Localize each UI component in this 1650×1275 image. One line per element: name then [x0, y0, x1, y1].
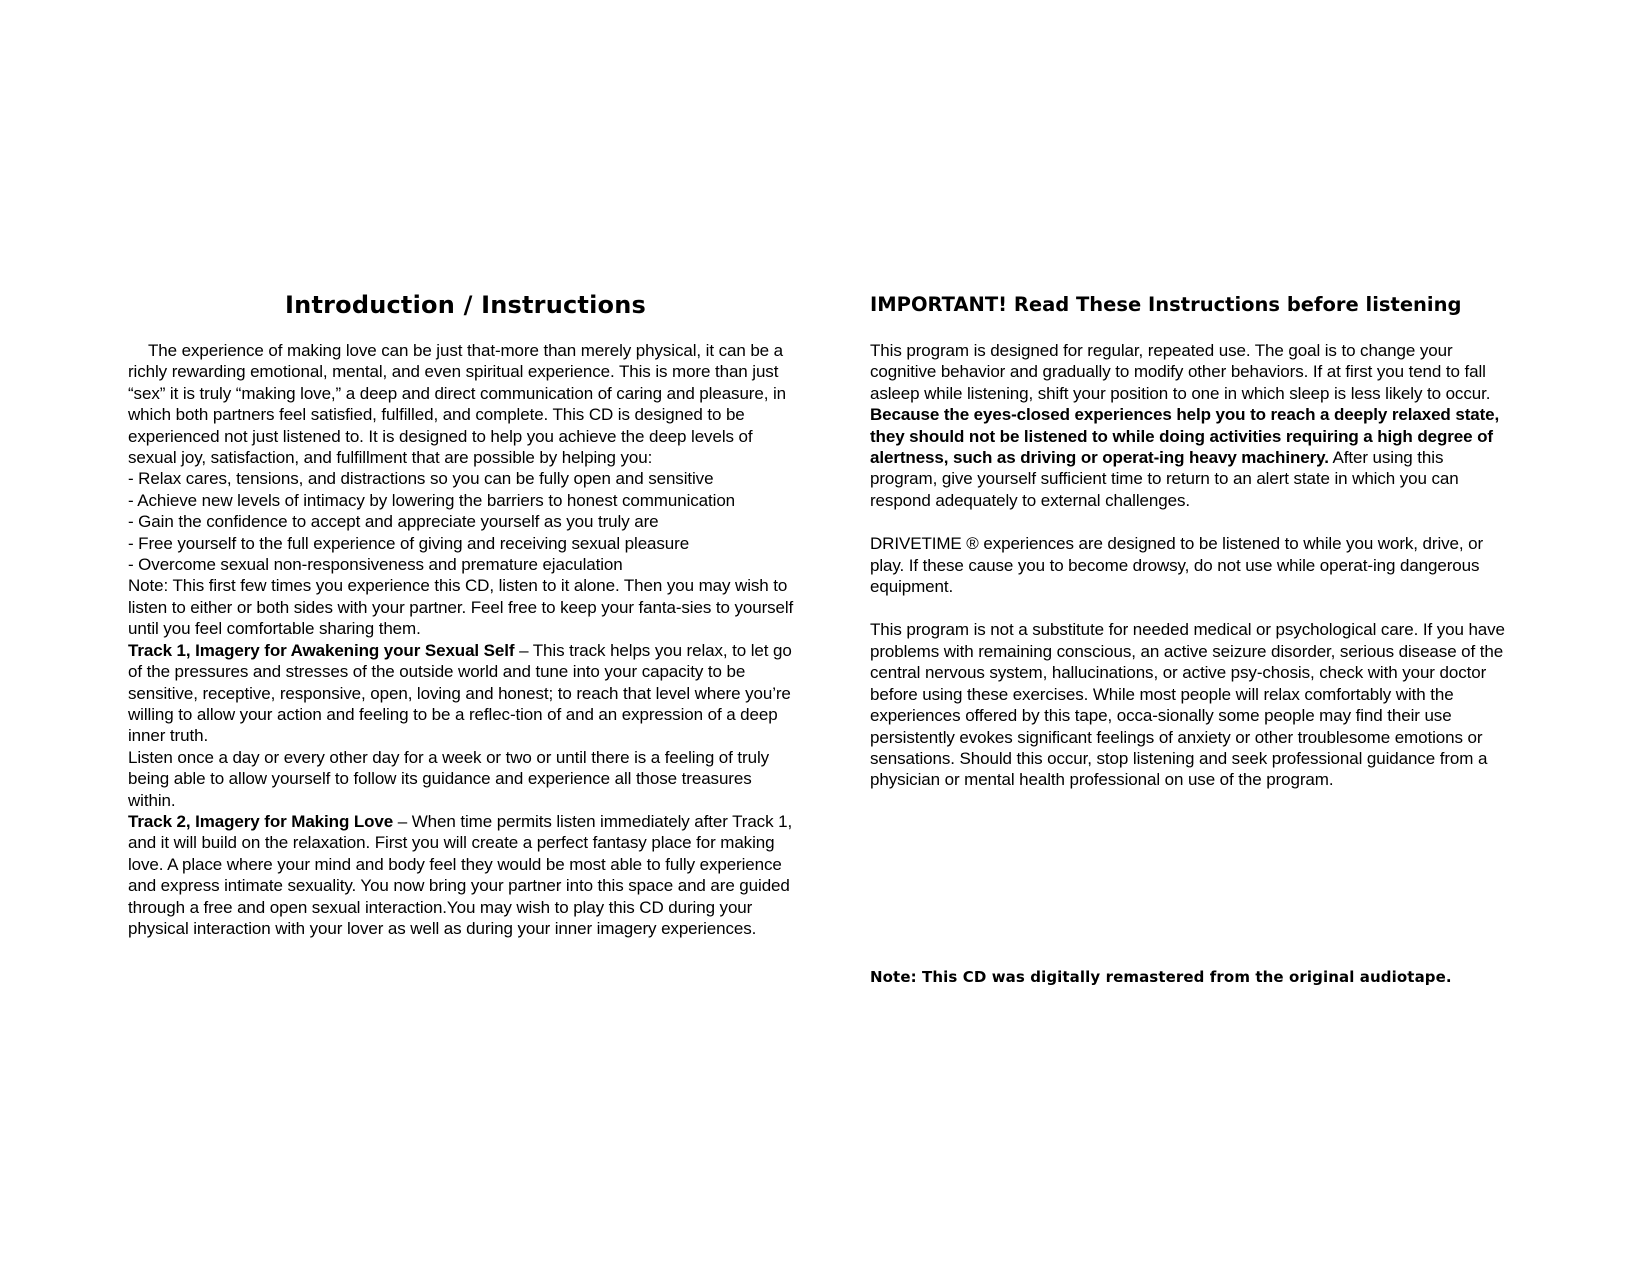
safety-warning: Because the eyes-closed experiences help you to reach a deeply relaxed state, they should not be listened to while doing activities requiring a high degree of alertness, such as driving or operat-ing heavy machinery.: [870, 405, 1500, 468]
usage-text-end: After using this program, give yourself sufficient time to return to an alert state in which you can respond adequately to external challenges.: [870, 448, 1459, 510]
listening-note: Note: This first few times you experience this CD, listen to it alone. Then you may wish to listen to either or both sides with your partner. Feel free to keep your fanta-sies to yourself until you feel comfortable sharing them.: [128, 576, 794, 639]
remaster-note: Note: This CD was digitally remastered from the original audiotape.: [870, 968, 1452, 986]
intro-body: [128, 340, 803, 939]
benefit-item: - Achieve new levels of intimacy by lowering the barriers to honest communication: [128, 490, 736, 510]
track1-description: – This track helps you relax, to let go of the pressures and stresses of the outside world and tune into your capacity to be sensitive, receptive, responsive, open, loving and honest; to reach that level where you’re willing to allow your action and feeling to be a reflec-tion of and an expression of a deep inner truth.: [128, 640, 792, 746]
benefit-item: - Gain the confidence to accept and appreciate yourself as you truly are: [128, 512, 659, 532]
left-column: [128, 288, 803, 939]
benefit-item: - Overcome sexual non-responsiveness and premature ejaculation: [128, 555, 623, 575]
track2-title: Track 2, Imagery for Making Love: [128, 811, 394, 831]
intro-heading: Introduction / Instructions: [285, 291, 646, 319]
benefit-item: - Relax cares, tensions, and distractions so you can be fully open and sensitive: [128, 469, 714, 489]
track1-paragraph: [128, 640, 803, 747]
instructions-body: [870, 340, 1505, 791]
listen-frequency-paragraph: Listen once a day or every other day for a week or two or until there is a feeling of truly being able to allow yourself to follow its guidance and experience all those treasures within.: [128, 747, 770, 810]
intro-paragraph: The experience of making love can be just that-more than merely physical, it can be a richly rewarding emotional, mental, and even spiritual experience. This is more than just “sex” it is truly “making love,” a deep and direct communication of caring and pleasure, in which both partners feel satisfied, fulfilled, and complete. This CD is designed to be experienced not just listened to. It is designed to help you achieve the deep levels of sexual joy, satisfaction, and fulfillment that are possible by helping you:: [128, 341, 786, 468]
right-column: [870, 288, 1505, 791]
medical-disclaimer-paragraph: This program is not a substitute for needed medical or psychological care. If you have problems with remaining conscious, an active seizure disorder, serious disease of the central nervous system, hallucinations, or active psy-chosis, check with your doctor before using these exercises. While most people will relax comfortably with the experiences offered by this tape, occa-sionally some people may find their use persistently evokes significant feelings of anxiety or other troublesome emotions or sensations. Should this occur, stop listening and seek professional guidance from a physician or mental health professional on use of the program.: [870, 620, 1505, 790]
track2-paragraph: [128, 811, 803, 939]
usage-paragraph: [870, 340, 1505, 511]
track2-description: – When time permits listen immediately after Track 1, and it will build on the relaxation. First you will create a perfect fantasy place for making love. A place where your mind and body feel they would be most able to fully experience and express intimate sexuality. You now bring your partner into this space and are guided through a free and open sexual interaction.You may wish to play this CD during your physical interaction with your lover as well as during your inner imagery experiences.: [128, 811, 793, 938]
track1-title: Track 1, Imagery for Awakening your Sexual Self: [128, 640, 515, 660]
benefit-item: - Free yourself to the full experience of giving and receiving sexual pleasure: [128, 533, 690, 553]
drivetime-paragraph: DRIVETIME ® experiences are designed to be listened to while you work, drive, or play. If these cause you to become drowsy, do not use while operat-ing dangerous equipment.: [870, 534, 1484, 597]
usage-text-start: This program is designed for regular, repeated use. The goal is to change your cognitive behavior and gradually to modify other behaviors. If at first you tend to fall asleep while listening, shift your position to one in which sleep is less likely to occur.: [870, 341, 1491, 403]
important-heading: IMPORTANT! Read These Instructions before listening: [870, 293, 1462, 316]
